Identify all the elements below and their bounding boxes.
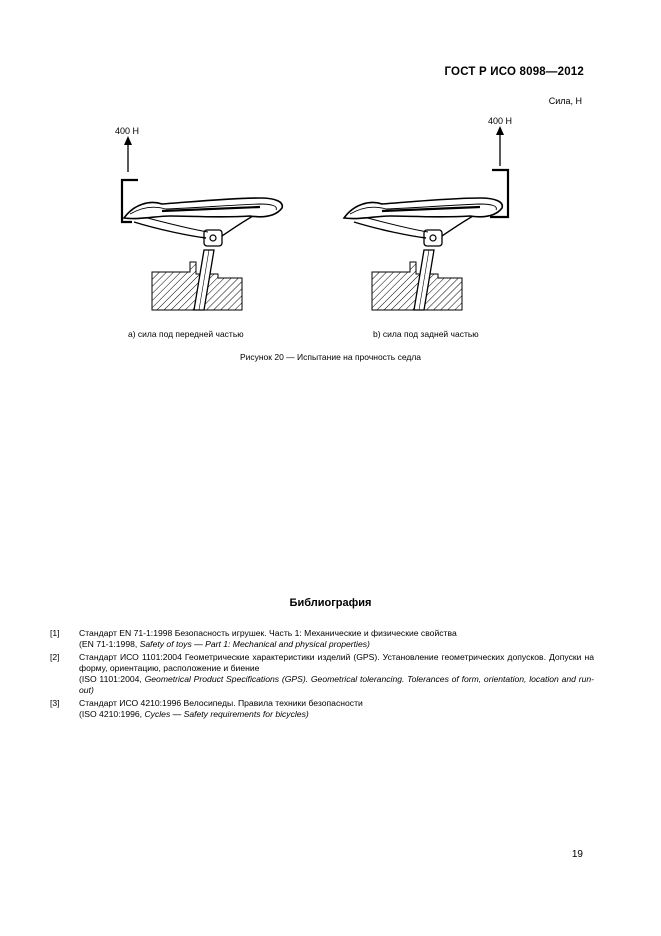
entry-number: [2] bbox=[50, 651, 60, 662]
saddle-test-figure bbox=[100, 112, 513, 320]
bibliography-entry bbox=[50, 628, 594, 651]
bibliography-title: Библиография bbox=[289, 597, 372, 609]
bibliography-entry bbox=[50, 652, 594, 697]
subcaption-a: a) сила под передней частью bbox=[128, 329, 244, 339]
entry-number: [1] bbox=[50, 628, 60, 638]
subcaption-b: b) сила под задней частью bbox=[373, 329, 479, 339]
entry-number: [3] bbox=[50, 697, 60, 708]
document-header: ГОСТ Р ИСО 8098—2012 bbox=[444, 66, 584, 78]
entry-reference: (EN 71-1:1998, Safety of toys — Part 1: Mechanical and physical properties) bbox=[79, 639, 370, 650]
saddle-diagram-rear-force bbox=[344, 116, 512, 310]
saddle-diagram-front-force bbox=[115, 126, 282, 310]
force-unit-label: Сила, Н bbox=[548, 96, 582, 106]
force-label-right: 400 Н bbox=[488, 116, 513, 126]
entry-title: Стандарт EN 71-1:1998 Безопасность игрушек. Часть 1: Механические и физические свойства bbox=[79, 628, 457, 638]
figure-caption: Рисунок 20 — Испытание на прочность седла bbox=[239, 352, 422, 362]
entry-reference: (ISO 4210:1996, Cycles — Safety requirements for bicycles) bbox=[79, 709, 309, 720]
force-label-left: 400 Н bbox=[115, 126, 140, 136]
entry-reference: (ISO 1101:2004, Geometrical Product Specifications (GPS). Geometrical tolerancing. Tolerances of form, orientation, location and run-out) bbox=[79, 674, 594, 696]
page-number: 19 bbox=[571, 849, 583, 860]
bibliography-entry bbox=[50, 698, 594, 721]
entry-title: Стандарт ИСО 4210:1996 Велосипеды. Правила техники безопасности bbox=[79, 697, 363, 708]
bibliography-list bbox=[50, 628, 594, 721]
entry-title: Стандарт ИСО 1101:2004 Геометрические характеристики изделий (GPS). Установление геометрических допусков. Допуски на форму, ориентацию, расположение и биение bbox=[79, 651, 594, 673]
